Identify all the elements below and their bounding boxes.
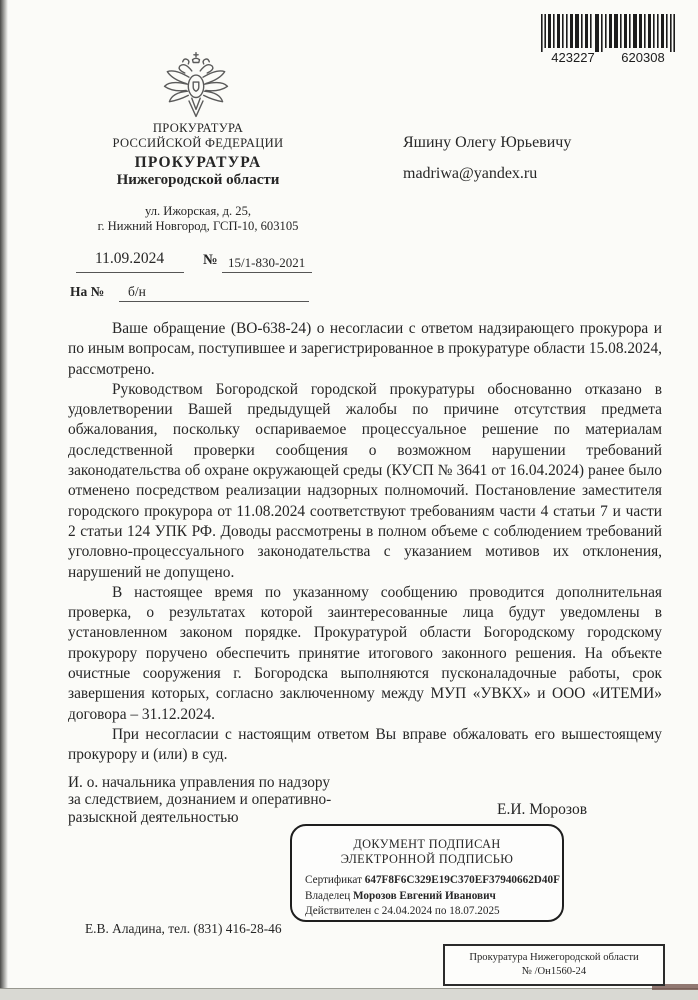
owner-label: Владелец (305, 889, 351, 902)
letter-body (68, 319, 662, 766)
stamp-title-line2: ЭЛЕКТРОННОЙ ПОДПИСЬЮ (340, 851, 514, 866)
scan-edge-bottom (0, 988, 698, 1000)
stamp-title-line1: ДОКУМЕНТ ПОДПИСАН (353, 837, 501, 851)
reply-underline (119, 301, 309, 302)
registration-box (443, 944, 665, 986)
recipient-block (403, 134, 571, 183)
registration-barcode (538, 14, 678, 65)
signer-position-line1: И. о. начальника управления по надзору (68, 774, 331, 791)
body-paragraph-3: В настоящее время по указанному сообщению проводится дополнительная проверка, о результатах которой заинтересованные лица будут уведомлены в установленном законом порядке. Прокуратурой области Богородскому городскому прокурору поручено обеспечить принятие итогового законного решения. На объекте очистные сооружения г. Богородска выполняются пусконаладочные работы, срок завершения которых, согласно заключенному между МУП «УВКХ» и ООО «ИТЕМИ» договора – 31.12.2024. (68, 583, 662, 723)
scan-edge-left (0, 0, 8, 1000)
number-underline (222, 272, 312, 273)
recipient-name: Яшину Олегу Юрьевичу (403, 134, 572, 151)
parent-org-line1: ПРОКУРАТУРА (152, 121, 244, 135)
certificate-label: Сертификат (305, 874, 362, 886)
letter-number: 15/1-830-2021 (228, 255, 306, 270)
org-address-line2: г. Нижний Новгород, ГСП-10, 603105 (97, 218, 299, 233)
body-paragraph-2: Руководством Богородской городской прокуратуры обоснованно отказано в удовлетворении Вашей предыдущей жалобы по причине отсутствия предмета обжалования, поскольку оспариваемое процессуальное решение по материалам доследственной проверки сообщения о возможном нарушении требований законодательства об охране окружающей среды (КУСП № 3641 от 16.04.2024) ранее было отменено посредством реализации надзорных полномочий. Постановление заместителя городского прокурора от 11.08.2024 соответствуют требованиям части 4 статьи 7 и части 2 статьи 124 УПК РФ. Доводы рассмотрены в полном объеме с соблюдением требований уголовно-процессуального законодательства с указанием мотивов их отклонения, нарушений не допущено. (68, 380, 662, 581)
registration-org: Прокуратура Нижегородской области (469, 952, 639, 963)
signer-position (68, 774, 331, 826)
org-address-line1: ул. Ижорская, д. 25, (144, 204, 252, 218)
owner-value: Морозов Евгений Иванович (353, 889, 496, 902)
body-paragraph-1: Ваше обращение (ВО-638-24) о несогласии с ответом надзирающего прокурора и по иным вопросам, поступившее и зарегистрированное в прокуратуре области 15.08.2024, рассмотрено. (68, 320, 662, 378)
number-sign: № (203, 252, 218, 268)
barcode-number-right: 620308 (621, 50, 665, 65)
parent-org-line2: РОССИЙСКОЙ ФЕДЕРАЦИИ (112, 135, 284, 150)
org-name-line1: ПРОКУРАТУРА (134, 154, 262, 171)
body-paragraph-4: При несогласии с настоящим ответом Вы вправе обжаловать его вышестоящему прокурору и (или) в суд. (68, 725, 662, 764)
registration-number: № /Он1560-24 (521, 966, 587, 977)
certificate-value: 647F8F6C329E19C370EF37940662D40F (364, 874, 560, 886)
russian-eagle-emblem-icon (161, 50, 231, 124)
barcode-number-left: 423227 (551, 50, 595, 65)
parent-org-name (66, 121, 330, 150)
signer-position-line3: разыскной деятельностью (68, 808, 239, 826)
date-underline (76, 272, 184, 273)
letter-date: 11.09.2024 (95, 250, 165, 267)
org-name (66, 154, 330, 189)
reply-to-value: б/н (128, 284, 146, 299)
stamp-certificate-row (305, 873, 560, 889)
stamp-validity-row: Действителен с 24.04.2024 по 18.07.2025 (305, 905, 500, 917)
org-name-line2: Нижегородской области (116, 172, 280, 188)
recipient-email: madriwa@yandex.ru (403, 165, 538, 182)
stamp-title (292, 837, 562, 866)
reply-to-label: На № (70, 284, 105, 299)
signer-name: Е.И. Морозов (497, 801, 588, 818)
barcode-icon (538, 14, 678, 52)
stamp-details (305, 873, 560, 920)
stamp-owner-row (305, 889, 552, 905)
signer-position-line2: за следствием, дознанием и оперативно- (68, 791, 332, 809)
electronic-signature-stamp (290, 824, 564, 922)
executor-contact: Е.В. Аладина, тел. (831) 416-28-46 (85, 921, 282, 936)
org-address (66, 204, 330, 233)
